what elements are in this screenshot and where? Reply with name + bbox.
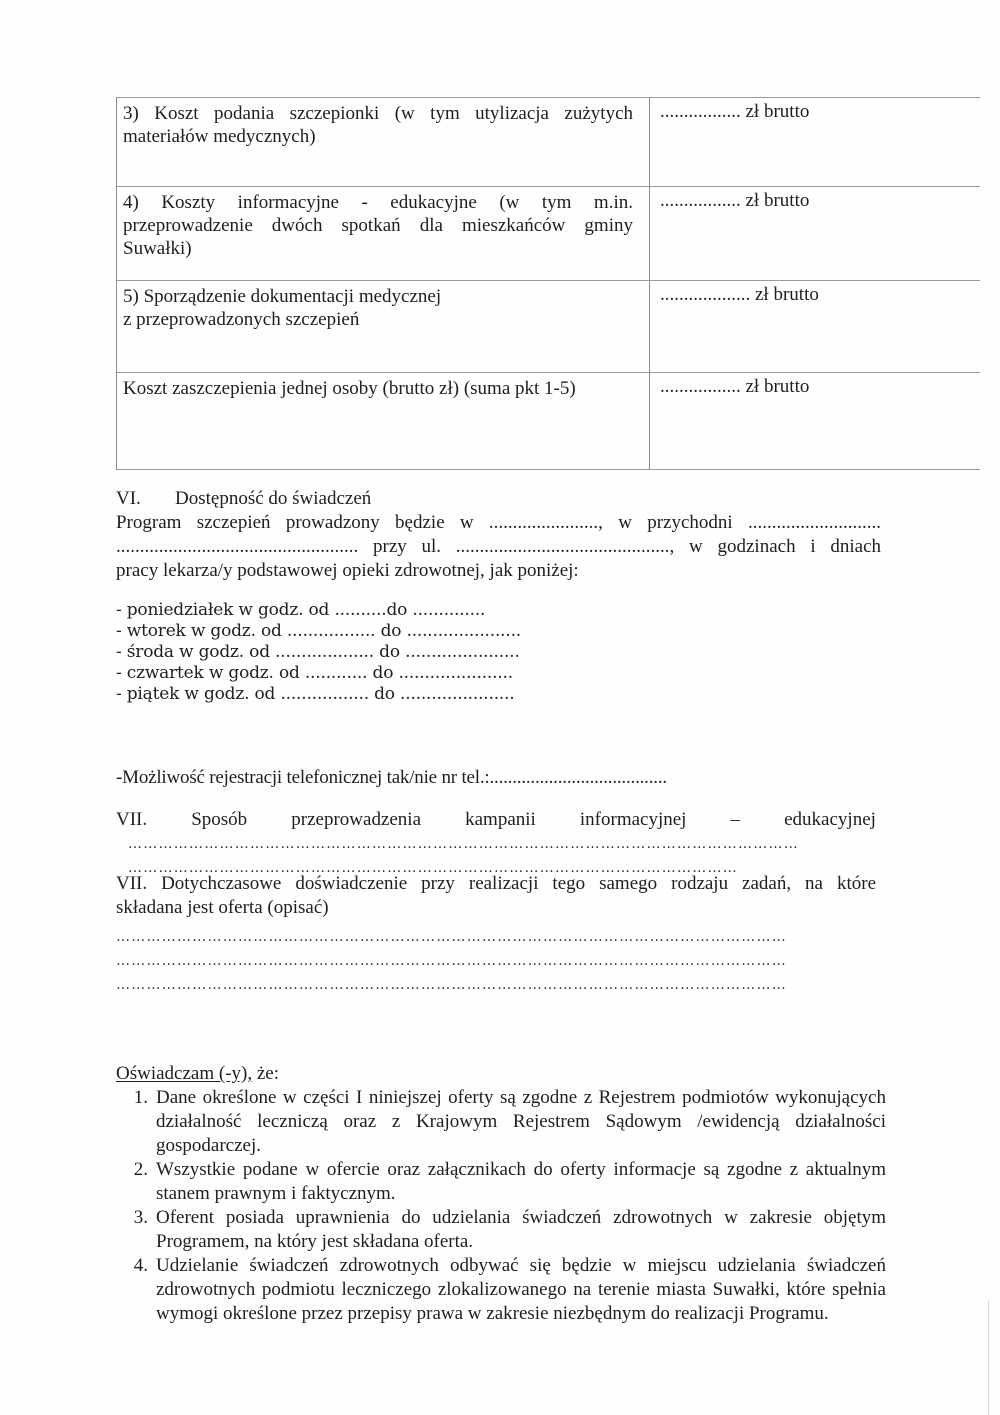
heading-word: informacyjnej [579, 809, 687, 830]
hours-wednesday[interactable]: - środa w godz. od ................... do ...................... [116, 642, 520, 662]
experience-fill-line[interactable]: …………………………………………………………………………………………………………………… [116, 929, 787, 945]
list-item [116, 1206, 886, 1254]
cost-description: Koszt zaszczepienia jednej osoby (brutto zł) (suma pkt 1-5) [117, 373, 650, 470]
list-item [116, 1158, 886, 1206]
statement-heading [116, 1062, 886, 1086]
item-number: 2. [133, 1159, 148, 1180]
item-text: Wszystkie podane w ofercie oraz załącznikach do oferty informacje są zgodne z aktualnym stanem prawnym i faktycznym. [156, 1159, 886, 1204]
statement-title-suffix: że: [252, 1063, 280, 1084]
cost-value-field[interactable]: ................... zł brutto [650, 281, 981, 373]
list-item [116, 1086, 886, 1158]
cost-description-line: z przeprowadzonych szczepień [123, 309, 360, 330]
section-heading [116, 808, 876, 832]
item-number: 3. [133, 1207, 148, 1228]
campaign-fill-line[interactable]: ………………………………………………………………………………………………………… [128, 860, 738, 876]
heading-word: – [730, 809, 741, 830]
section-number: VI. [116, 488, 141, 509]
item-text: Dane określone w części I niniejszej oferty są zgodne z Rejestrem podmiotów wykonujących działalność leczniczą oraz z Krajowym Rejestrem Sądowym /ewidencją działalności gospodarczej. [156, 1087, 886, 1156]
cost-total-field[interactable]: ................. zł brutto [650, 373, 981, 470]
hours-friday[interactable]: - piątek w godz. od ................. do ...................... [116, 684, 515, 704]
item-number: 1. [133, 1087, 148, 1108]
opening-hours-list [116, 600, 616, 705]
table-row-total [117, 373, 981, 470]
section-vii-experience [116, 872, 876, 998]
heading-word: Sposób [191, 809, 248, 830]
statement-title: Oświadczam (-y), [116, 1063, 253, 1084]
item-number: 4. [133, 1255, 148, 1276]
item-text: Udzielanie świadczeń zdrowotnych odbywać się będzie w miejscu udzielania świadczeń zdrowotnych podmiotu leczniczego zlokalizowanego na terenie miasta Suwałki, które spełnia wymogi określone przez przepisy prawa w zakresie niezbędnym do realizacji Programu. [156, 1255, 886, 1324]
section-heading [116, 487, 881, 511]
table-row [117, 281, 981, 373]
table-row [117, 98, 981, 187]
experience-heading-line-1: VII. Dotychczasowe doświadczenie przy realizacji tego samego rodzaju zadań, na które [116, 873, 876, 894]
cost-description: 3) Koszt podania szczepionki (w tym utylizacja zużytych materiałów medycznych) [117, 98, 650, 187]
availability-line-2[interactable]: ................................................... przy ul. ............................................., w godzinach i dniach [116, 536, 881, 557]
hours-monday[interactable]: - poniedziałek w godz. od ..........do .............. [116, 600, 486, 620]
availability-line-1[interactable]: Program szczepień prowadzony będzie w ......................., w przychodni ............................ [116, 512, 881, 533]
table-row [117, 187, 981, 281]
statement-list [116, 1086, 886, 1326]
section-number: VII. [116, 809, 148, 830]
hours-thursday[interactable]: - czwartek w godz. od ............ do ...................... [116, 663, 513, 683]
heading-word: przeprowadzenia [291, 809, 422, 830]
heading-word: kampanii [465, 809, 536, 830]
availability-line-3: pracy lekarza/y podstawowej opieki zdrowotnej, jak poniżej: [116, 560, 579, 581]
heading-word: edukacyjnej [784, 809, 876, 830]
cost-description [117, 281, 650, 373]
cost-value-field[interactable]: ................. zł brutto [650, 98, 981, 187]
cost-description-line: 5) Sporządzenie dokumentacji medycznej [123, 286, 442, 307]
phone-registration-line[interactable]: -Możliwość rejestracji telefonicznej tak/nie nr tel.:....................................... [116, 767, 667, 788]
scan-artifact-line [988, 1300, 989, 1415]
experience-fill-line[interactable]: …………………………………………………………………………………………………………………… [116, 977, 787, 993]
experience-fill-area [116, 926, 861, 996]
cost-table [116, 97, 980, 470]
section-title: Dostępność do świadczeń [175, 488, 372, 509]
cost-description: 4) Koszty informacyjne - edukacyjne (w tym m.in. przeprowadzenie dwóch spotkań dla mieszkańców gminy Suwałki) [117, 187, 650, 281]
cost-value-field[interactable]: ................. zł brutto [650, 187, 981, 281]
list-item [116, 1254, 886, 1326]
statement-section [116, 1062, 886, 1326]
section-vi [116, 487, 881, 583]
campaign-fill-line[interactable]: …………………………………………………………………………………………………………………… [128, 836, 799, 852]
experience-fill-line[interactable]: …………………………………………………………………………………………………………………… [116, 953, 787, 969]
item-text: Oferent posiada uprawnienia do udzielania świadczeń zdrowotnych w zakresie objętym Programem, na który jest składana oferta. [156, 1207, 886, 1252]
experience-heading-line-2: składana jest oferta (opisać) [116, 897, 329, 918]
section-vii-campaign [116, 808, 876, 880]
hours-tuesday[interactable]: - wtorek w godz. od ................. do ...................... [116, 621, 521, 641]
